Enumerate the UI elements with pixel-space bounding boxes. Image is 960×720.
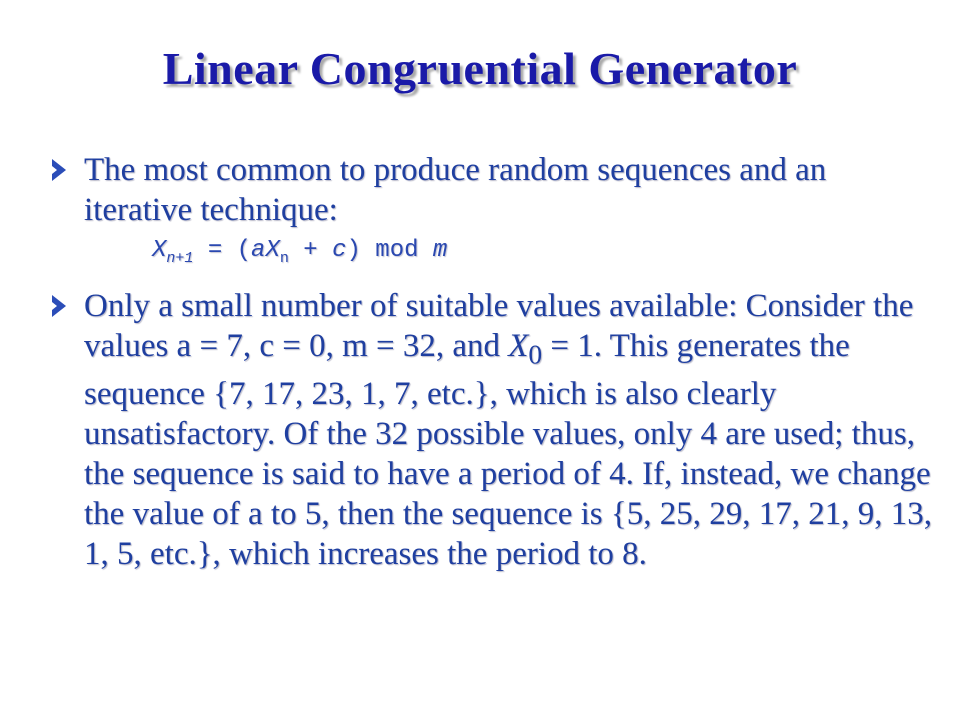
bullet-2-part1: Only a small number of suitable values available: Consider the values a = 7, c = 0, m = 32, and: [84, 287, 914, 364]
formula-a: a: [251, 237, 266, 264]
formula-subscript-n-plus-1: n+1: [166, 249, 194, 267]
arrow-bullet-icon: [52, 159, 66, 181]
slide-title: Linear Congruential Generator: [162, 43, 798, 94]
bullet-2-text: [84, 286, 942, 575]
formula-mod: ) mod: [346, 237, 433, 264]
formula-plus: +: [288, 237, 333, 264]
x0-subscript: 0: [528, 338, 543, 370]
formula-x: X: [152, 237, 167, 264]
bullet-2-part2: = 1. This generates the sequence {7, 17, 23, 1, 7, etc.}, which is also clearly unsatisfactory. Of the 32 possible values, only 4 are used; thus, the sequence is said to have a period of 4. If, instead, we change the value of a to 5, then the sequence is {5, 25, 29, 17, 21, 9, 13, 1, 5, etc.}, which increases the period to 8.: [84, 327, 932, 573]
bullet-list: [62, 150, 942, 574]
formula-c: c: [332, 237, 347, 264]
bullet-1-text: The most common to produce random sequences and an iterative technique:: [84, 152, 827, 228]
arrow-bullet-icon: [52, 295, 66, 317]
formula-x-n: X: [265, 237, 280, 264]
formula-equals: = (: [193, 237, 252, 264]
bullet-item-2: [62, 286, 942, 575]
formula-subscript-n: n: [279, 249, 289, 267]
bullet-item-1: [62, 150, 942, 230]
formula-m: m: [432, 237, 448, 264]
lcg-formula: [152, 236, 942, 274]
x0-variable: X: [508, 327, 529, 364]
